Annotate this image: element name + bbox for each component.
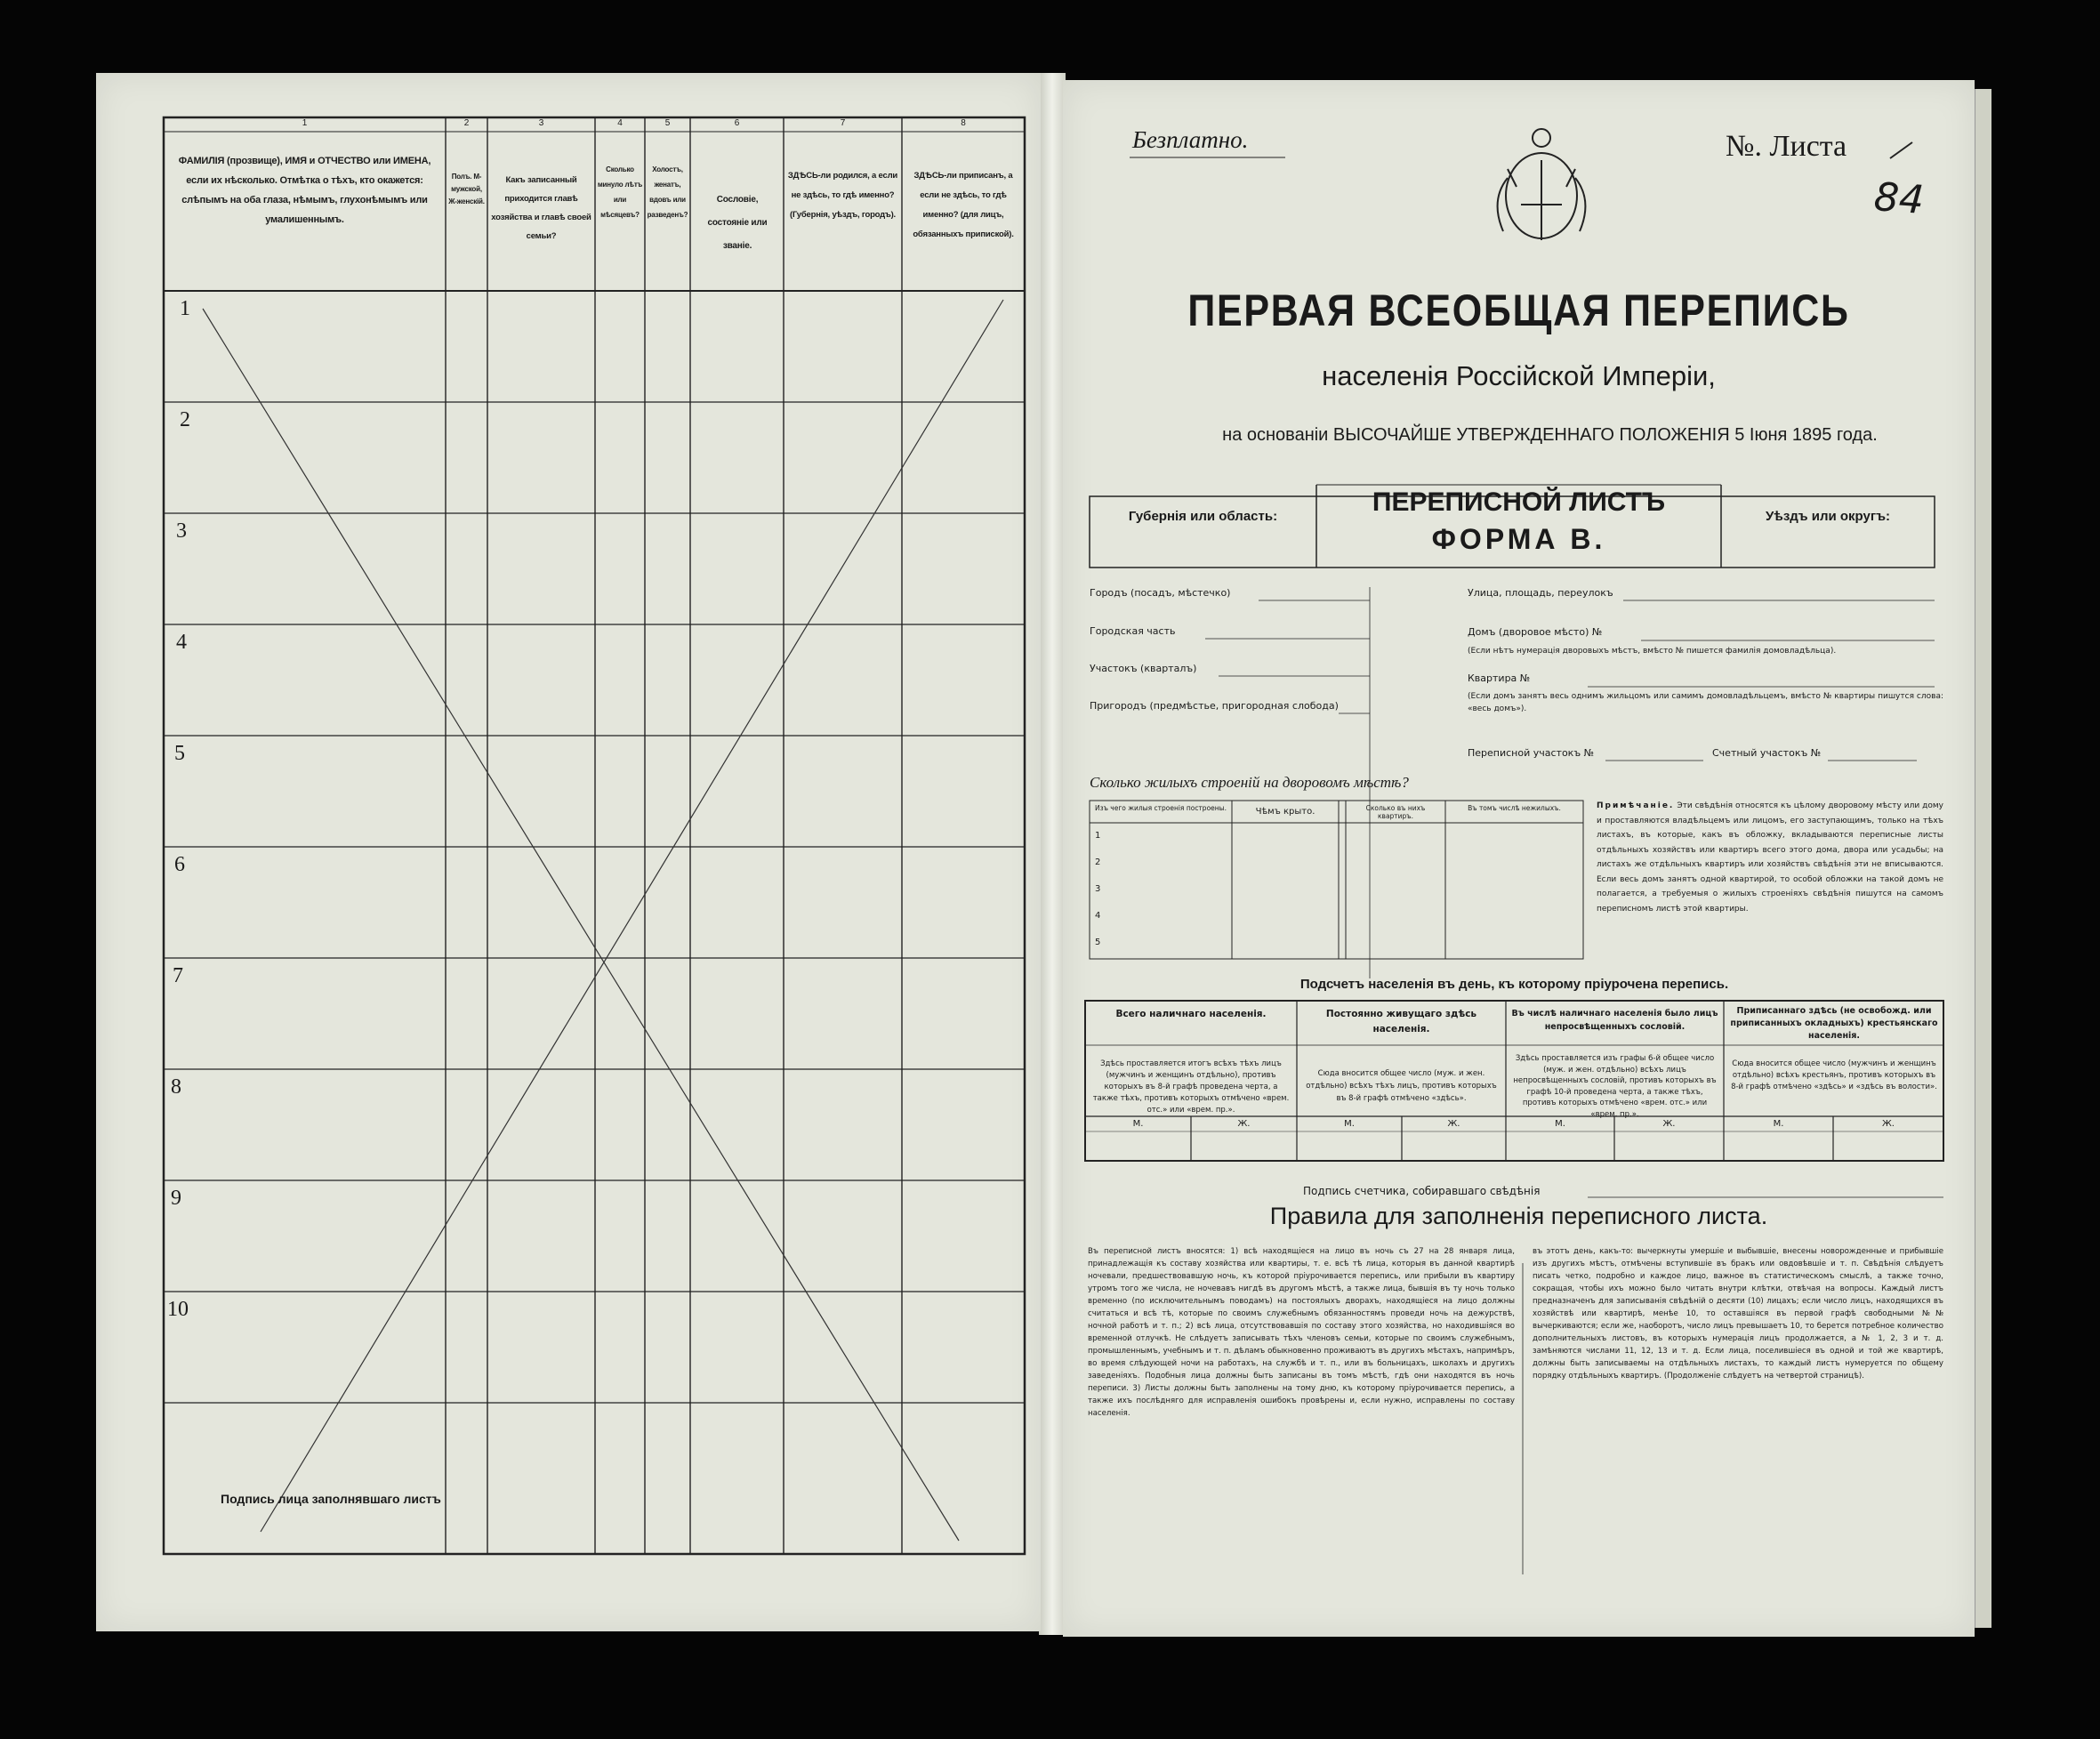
column-number: 1 xyxy=(302,118,308,128)
column-number: 8 xyxy=(961,118,966,128)
sex-label: Ж. xyxy=(1237,1119,1251,1129)
free-label: Безплатно. xyxy=(1132,126,1249,153)
note-block xyxy=(1597,799,1943,916)
summary-col-text: Здѣсь проставляется итогъ всѣхъ тѣхъ лицъ (мужчинъ и женщинъ отдѣльно), противъ которыхъ въ 8-й графѣ проведена черта, а также тѣхъ, противъ которыхъ отмѣчено «врем. отс.» или «врем. пр.». xyxy=(1092,1059,1290,1115)
row-number: 6 xyxy=(174,853,185,876)
field-apartment: Квартира № xyxy=(1468,672,1531,684)
field-town: Городъ (посадъ, мѣстечко) xyxy=(1090,587,1231,599)
summary-col-title: Постоянно живущаго здѣсь населенія. xyxy=(1325,1009,1477,1035)
basis-line: на основаніи ВЫСОЧАЙШЕ УТВЕРЖДЕННАГО ПОЛОЖЕНІЯ 5 Іюня 1895 года. xyxy=(1222,425,1878,445)
form-label: ФОРМА В. xyxy=(1431,523,1606,555)
summary-col-text: Сюда вносится общее число (муж. и жен. отдѣльно) всѣхъ тѣхъ лицъ, противъ которыхъ въ 8-й графѣ отмѣчено «здѣсь». xyxy=(1306,1069,1497,1103)
row-number: 7 xyxy=(173,964,183,987)
buildings-question: Сколько жилыхъ строеній на дворовомъ мѣстѣ? xyxy=(1090,774,1409,791)
rules-heading: Правила для заполненія переписного листа. xyxy=(1269,1203,1768,1229)
row-number: 2 xyxy=(180,408,190,431)
page-title: ПЕРВАЯ ВСЕОБЩАЯ ПЕРЕПИСЬ xyxy=(1187,286,1850,335)
column-number: 6 xyxy=(734,118,740,128)
column-number: 3 xyxy=(538,118,544,128)
eagle-emblem xyxy=(1498,129,1586,240)
column-header-name: ФАМИЛІЯ (прозвище), ИМЯ и ОТЧЕСТВО или ИМЕНА, если их нѣсколько. Отмѣтка о тѣхъ, кто окажется: слѣпымъ на оба глаза, нѣмымъ, глухонѣмымъ или умалишеннымъ. xyxy=(178,156,431,225)
page-subtitle: населенія Россійской Имперіи, xyxy=(1322,360,1716,391)
field-street: Улица, площадь, переулокъ xyxy=(1468,587,1613,599)
row-number: 10 xyxy=(167,1298,189,1321)
column-header-marital: Холостъ, женатъ, вдовъ или разведенъ? xyxy=(647,165,688,219)
buildings-row-number: 4 xyxy=(1095,911,1101,921)
column-header-registration: ЗДѢСЬ-ли приписанъ, а если не здѣсь, то гдѣ именно? (для лицъ, обязанныхъ припиской). xyxy=(913,171,1014,239)
column-header-estate: Сословіе, состояніе или званіе. xyxy=(707,195,768,251)
row-number: 3 xyxy=(176,519,187,543)
field-suburb: Пригородъ (предмѣстье, пригородная слобода) xyxy=(1090,700,1339,712)
column-number: 4 xyxy=(617,118,623,128)
right-page xyxy=(1063,80,1975,1637)
left-page xyxy=(96,73,1041,1631)
field-city-part: Городская часть xyxy=(1090,625,1176,637)
house-note: (Если нѣтъ нумерація дворовыхъ мѣстъ, вмѣсто № пишется фамилія домовладѣльца). xyxy=(1468,647,1837,656)
apartment-note: (Если домъ занятъ весь однимъ жильцомъ или самимъ домовладѣльцемъ, вмѣсто № квартиры пишутся слова: «весь домъ»). xyxy=(1468,692,1943,713)
buildings-row-number: 5 xyxy=(1095,938,1101,947)
buildings-header: Изъ чего жилыя строенія построены. xyxy=(1095,804,1227,812)
row-number: 1 xyxy=(180,297,190,320)
field-count-section: Счетный участокъ № xyxy=(1712,747,1822,759)
column-header-birthplace: ЗДѢСЬ-ли родился, а если не здѣсь, то гдѣ именно? (Губернія, уѣздъ, городъ). xyxy=(787,171,898,220)
district-label: Уѣздъ или округъ: xyxy=(1765,509,1891,524)
field-census-section: Переписной участокъ № xyxy=(1468,747,1595,759)
summary-col-text: Сюда вносится общее число (мужчинъ и женщинъ отдѣльно) всѣхъ крестьянъ, противъ которыхъ въ 8-й графѣ отмѣчено «здѣсь» и «здѣсь въ волости». xyxy=(1731,1059,1937,1091)
sex-label: Ж. xyxy=(1882,1119,1895,1129)
sex-label: Ж. xyxy=(1447,1119,1460,1129)
note-heading: Примѣчаніе. xyxy=(1597,801,1675,810)
book-spine xyxy=(1039,73,1066,1635)
sex-label: М. xyxy=(1555,1119,1565,1129)
note-text: Эти свѣдѣнія относятся къ цѣлому дворовому мѣсту или дому и проставляются владѣльцемъ или лицомъ, его заступающимъ, только на тѣхъ листахъ, въ которые, какъ въ обложку, вкладываются переписные листы отдѣльныхъ хозяйствъ или квартиръ всего этого дома, двора или усадьбы; на листахъ же отдѣльныхъ квартиръ или хозяйствъ свѣдѣнія эти не вписываются. Если весь домъ занятъ одной квартирой, то особой обложки на такой домъ не полагается, а требуемыя о жилыхъ строеніяхъ свѣдѣнія пишутся на самомъ переписномъ листѣ этой квартиры. xyxy=(1597,801,1943,914)
buildings-row-number: 2 xyxy=(1095,857,1101,867)
signature-label: Подпись лица заполнявшаго листъ xyxy=(221,1492,441,1506)
row-number: 9 xyxy=(171,1187,181,1210)
field-quarter: Участокъ (кварталъ) xyxy=(1090,663,1197,674)
sheet-number-label: №. Листа xyxy=(1726,130,1847,163)
buildings-row-number: 1 xyxy=(1095,831,1101,841)
census-sheet-title: ПЕРЕПИСНОЙ ЛИСТЪ xyxy=(1372,487,1666,517)
sex-label: Ж. xyxy=(1662,1119,1676,1129)
province-label: Губернія или область: xyxy=(1128,509,1278,524)
summary-col-title: Въ числѣ наличнаго населенія было лицъ непросвѣщенныхъ сословій. xyxy=(1511,1009,1718,1032)
buildings-header: Чѣмъ крыто. xyxy=(1255,807,1316,817)
sex-label: М. xyxy=(1344,1119,1355,1129)
sheet-number-handwritten: 84 xyxy=(1872,174,1926,223)
sex-label: М. xyxy=(1132,1119,1144,1129)
sex-label: М. xyxy=(1773,1119,1784,1129)
column-number: 7 xyxy=(840,118,846,128)
buildings-header: Въ томъ числѣ нежилыхъ. xyxy=(1468,804,1561,812)
row-number: 4 xyxy=(176,631,187,654)
column-number: 5 xyxy=(664,118,671,128)
column-header-relation: Какъ записанный приходится главѣ хозяйства и главѣ своей семьи? xyxy=(491,175,591,241)
buildings-header: Сколько въ нихъ квартиръ. xyxy=(1365,804,1426,820)
rules-column-2: въ этотъ день, какъ-то: вычеркнуты умершіе и выбывшіе, внесены новорожденные и прибывшіе изъ другихъ мѣстъ, отмѣчены вступившіе въ бракъ или овдовѣвшіе и т. п. Свѣдѣнія слѣдуетъ писать четко, подробно и каждое лицо, важное въ статистическомъ смыслѣ, а также точно, сокращая, чтобы ихъ можно было читать внутри клѣтки, отвѣчая на вопросы. Каждый листъ предназначенъ для записыванія свѣдѣній о десяти (10) лицахъ; если число лицъ, находящихся въ хозяйствѣ или квартирѣ, менѣе 10, то оставшіяся въ первой графѣ свободными №№ вычеркиваются; если же, наоборотъ, число лицъ превышаетъ 10, то берется потребное количество дополнительныхъ листовъ, въ которыхъ нумерація лицъ продолжается, а № 1, 2, 3 и т. д. замѣняются числами 11, 12, 13 и т. д. Если лица, поселившіеся въ одной и той же квартирѣ, должны быть записываемы на отдѣльныхъ листахъ, то каждый листъ нумеруется по общему порядку отдѣльныхъ квартиръ. (Продолженіе слѣдуетъ на четвертой страницѣ). xyxy=(1533,1247,1943,1381)
row-number: 8 xyxy=(171,1075,181,1099)
summary-col-text: Здѣсь проставляется изъ графы 6-й общее число (муж. и жен. отдѣльно) всѣхъ лицъ непросвѣщенныхъ сословій, противъ которыхъ въ графѣ 10-й проведена черта, а также тѣхъ, противъ которыхъ отмѣчено «врем. отс.» или «врем. пр.». xyxy=(1513,1054,1717,1119)
column-header-sex: Полъ. М-мужской, Ж-женскій. xyxy=(448,173,485,205)
counter-signature-label: Подпись счетчика, собиравшаго свѣдѣнія xyxy=(1303,1185,1541,1197)
column-header-age: Сколько минуло лѣтъ или мѣсяцевъ? xyxy=(597,165,643,219)
field-house: Домъ (дворовое мѣсто) № xyxy=(1468,626,1603,638)
row-number: 5 xyxy=(174,742,185,765)
summary-col-title: Всего наличнаго населенія. xyxy=(1115,1009,1267,1019)
summary-col-title: Приписаннаго здѣсь (не освобожд. или приписанныхъ окладныхъ) крестьянскаго населенія. xyxy=(1730,1006,1938,1041)
column-number: 2 xyxy=(463,118,470,128)
left-table-grid xyxy=(96,73,1041,1631)
buildings-row-number: 3 xyxy=(1095,884,1101,894)
page-stack-edge xyxy=(1975,89,1991,1628)
summary-heading: Подсчетъ населенія въ день, къ которому пріурочена перепись. xyxy=(1299,977,1729,992)
rules-column-1: Въ переписной листъ вносятся: 1) всѣ находящіеся на лицо въ ночь съ 27 на 28 января лица, принадлежащія къ составу хозяйства или квартиры, т. е. всѣ тѣ лица, которыя въ данной квартирѣ ночевали, предшествовавшую ночь, къ которой пріурочивается перепись, или прибыли въ квартиру утромъ того же числа, не ночевавъ нигдѣ въ другомъ мѣстѣ, а также лица, бывшія въ ту ночь только временно (по исключительнымъ поводамъ) на постоялыхъ дворахъ, находящіеся на лицо должны считаться и всѣ тѣ, которые по своимъ служебнымъ обязанностямъ проведи ночь на дежурствѣ, ночной работѣ и т. п.; 2) всѣ лица, отсутствовавшія по составу этого хозяйства, но находившіяся во временной отлучкѣ. Не слѣдуетъ записывать тѣхъ членовъ семьи, которые по своимъ служебнымъ, промышленнымъ, учебнымъ и т. п. дѣламъ обыкновенно проживаютъ въ другихъ мѣстахъ, напримѣръ, во время слѣдующей ночи на работахъ, на службѣ и т. п., или въ больницахъ, школахъ и другихъ заведеніяхъ. Подобныя лица должны быть записаны въ томъ мѣстѣ, гдѣ они находятся въ ночь переписи. 3) Листы должны быть заполнены на тому дню, къ которому пріурочивается перепись, а также ихъ послѣдняго для исправленія ошибокъ провѣрены и, если нужно, исправлены по составу населенія. xyxy=(1088,1247,1515,1418)
